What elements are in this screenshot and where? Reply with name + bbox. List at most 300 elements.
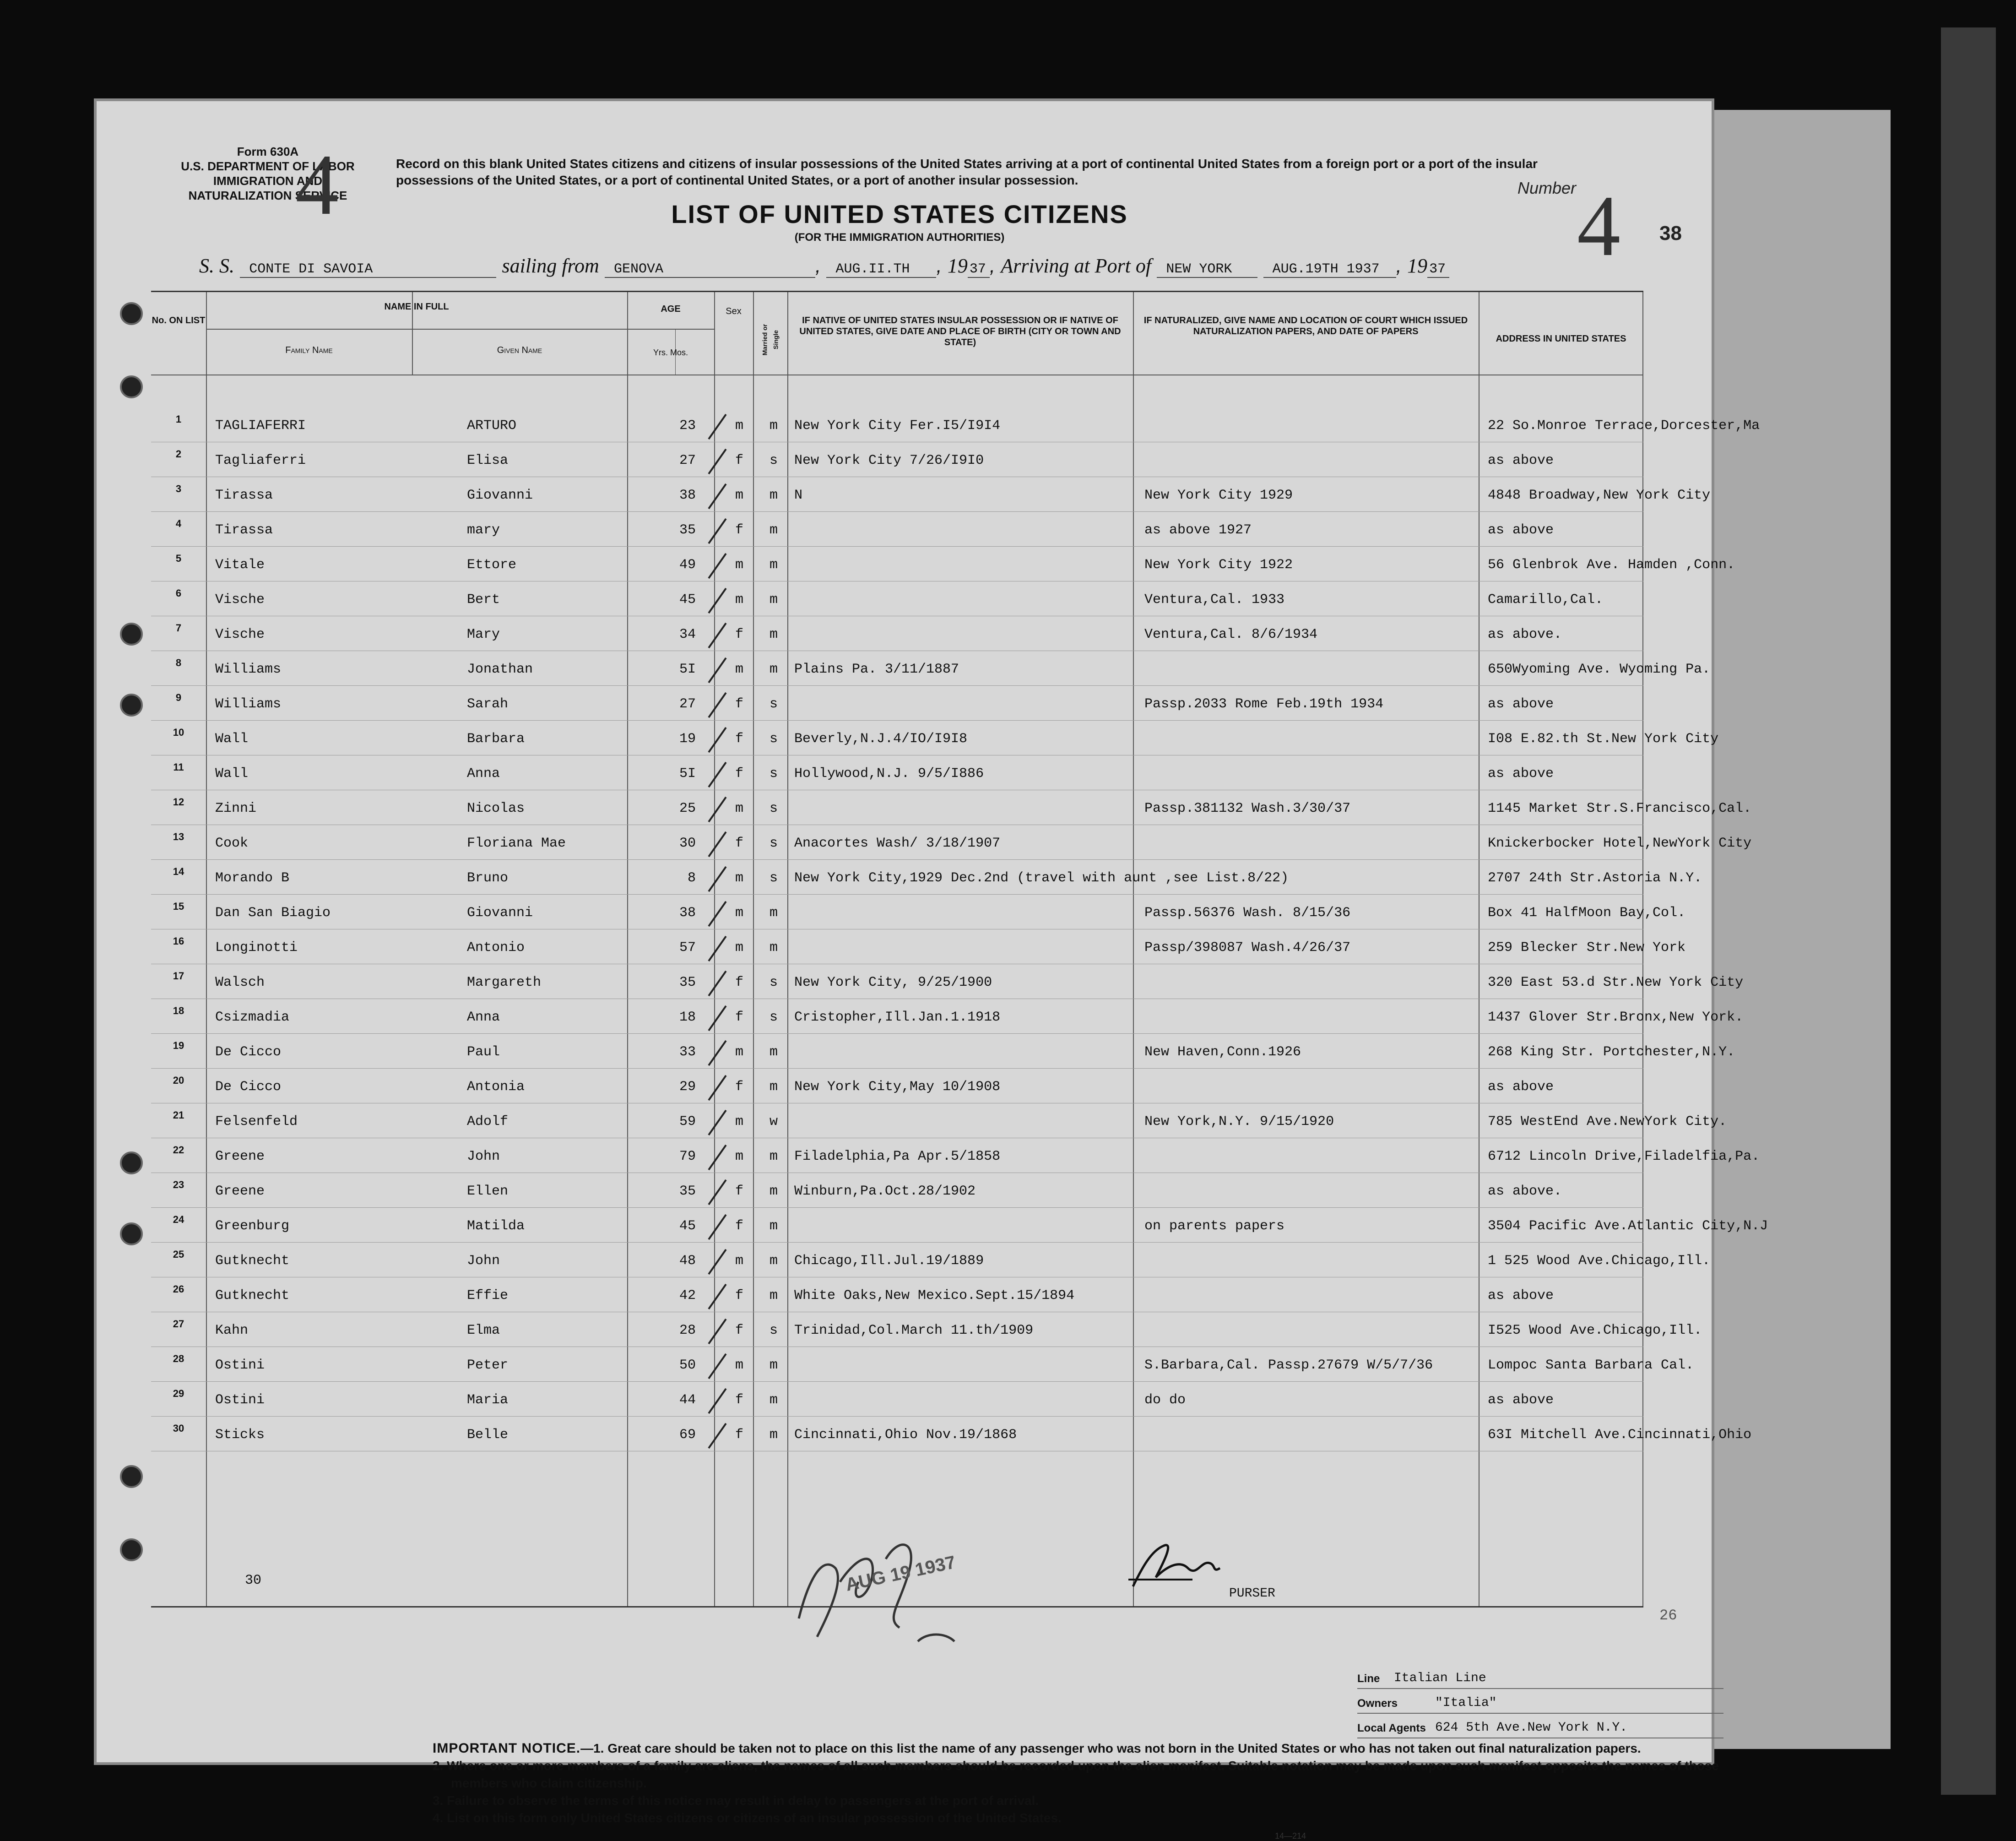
ship-name: CONTE DI SAVOIA [240, 261, 496, 278]
naturalization-info: New Haven,Conn.1926 [1144, 1044, 1301, 1060]
given-name: Elisa [467, 453, 509, 468]
table-row [151, 896, 1686, 931]
port-to: NEW YORK [1157, 261, 1257, 278]
birth-info: Beverly,N.J.4/IO/I9I8 [794, 731, 968, 747]
row-number: 14 [173, 866, 184, 877]
marital-status: m [769, 1392, 778, 1408]
sex: m [735, 1114, 743, 1130]
sex: f [735, 766, 743, 782]
given-name: Giovanni [467, 905, 533, 921]
marital-status: w [769, 1114, 778, 1130]
marital-status: m [769, 940, 778, 956]
department: U.S. DEPARTMENT OF LABOR [181, 159, 355, 173]
family-name: Longinotti [215, 940, 298, 956]
marital-status: s [769, 453, 778, 468]
family-name: Tirassa [215, 488, 273, 503]
given-name: Floriana Mae [467, 836, 566, 851]
naturalization-info: New York,N.Y. 9/15/1920 [1144, 1114, 1334, 1130]
row-number: 9 [175, 692, 182, 703]
birth-info: Cincinnati,Ohio Nov.19/1868 [794, 1427, 1017, 1443]
table-row [151, 1418, 1752, 1453]
row-number: 17 [173, 970, 184, 982]
table-row [151, 1140, 1760, 1174]
important-notice: IMPORTANT NOTICE.—1. Great care should be taken not to place on this list the name of any passenger who was not born in the United States or who has not taken out final naturalization papers. 2. Where one or more members of a family are aliens, the names of all such members should be recorded upon the alien manifest. Suitable notation may be made upon such manifest opposite the names of those members who claim citizenship. 3. Failure to observe the terms of this notice may result in delay to passengers at the port of arrival. 4. List on this form only United States citizens or citizens of an insular possession of the United States. [245, 1740, 1756, 1827]
given-name: Maria [467, 1392, 509, 1408]
us-address: 259 Blecker Str.New York [1488, 940, 1686, 956]
check-mark-icon [708, 971, 726, 996]
list-number-left: 4 [295, 137, 339, 233]
table-row [151, 792, 1752, 826]
check-mark-icon [708, 797, 726, 822]
row-number: 27 [173, 1318, 184, 1330]
check-mark-icon [708, 518, 726, 544]
row-number: 22 [173, 1144, 184, 1156]
age: 35 [679, 975, 696, 990]
sex: f [735, 975, 743, 990]
us-address: 1437 Glover Str.Bronx,New York. [1488, 1010, 1744, 1025]
sex: f [735, 836, 743, 851]
given-name: Matilda [467, 1218, 525, 1234]
row-number: 8 [175, 657, 182, 668]
age: 25 [679, 801, 696, 816]
check-mark-icon [708, 727, 726, 753]
table-row [151, 583, 1643, 618]
given-name: Bruno [467, 870, 509, 886]
inspector-signature [780, 1527, 973, 1664]
check-mark-icon [708, 1110, 726, 1135]
sex: f [735, 696, 743, 712]
table-row [151, 1000, 1744, 1035]
row-number: 29 [173, 1388, 184, 1399]
family-name: Vitale [215, 557, 265, 573]
marital-status: s [769, 696, 778, 712]
sex: f [735, 731, 743, 747]
binder-hole [120, 1538, 143, 1561]
family-name: Greene [215, 1149, 265, 1164]
table-body [151, 409, 1768, 1471]
age: 30 [679, 836, 696, 851]
record-instructions: Record on this blank United States citizens and citizens of insular possessions of the United States arriving at a port of continental United States from a foreign port or a port of the insular possessions of the United States, or a port of continental United States, or a port of another insular possession. [396, 157, 1538, 187]
age: 38 [679, 488, 696, 503]
us-address: 268 King Str. Portchester,N.Y. [1488, 1044, 1735, 1060]
birth-info: New York City 7/26/I9I0 [794, 453, 984, 468]
marital-status: m [769, 522, 778, 538]
given-name: Antonio [467, 940, 525, 956]
form-number: Form 630A [237, 145, 299, 158]
age: 38 [679, 905, 696, 921]
sex: m [735, 592, 743, 608]
notice-item-4: 4. List on this form only United States citizens or citizens of an insular possession of the United States. [433, 1811, 1062, 1825]
check-mark-icon [708, 692, 726, 718]
row-number: 4 [175, 518, 182, 529]
age: 29 [679, 1079, 696, 1095]
family-name: Ostini [215, 1392, 265, 1408]
row-number: 21 [173, 1109, 184, 1121]
check-mark-icon [708, 936, 726, 961]
birth-info: Hollywood,N.J. 9/5/I886 [794, 766, 984, 782]
age: 49 [679, 557, 696, 573]
table-row [151, 1035, 1735, 1070]
table-row [151, 1209, 1768, 1244]
arriving-label: Arriving at Port of [1001, 255, 1152, 277]
check-mark-icon [708, 657, 726, 683]
family-name: Greenburg [215, 1218, 290, 1234]
family-name: Wall [215, 731, 249, 747]
binder-hole [120, 1465, 143, 1488]
underlying-page [1712, 110, 1891, 1749]
us-address: as above [1488, 1392, 1554, 1408]
notice-item-3: 3. Failure to observe the terms of this notice may result in delay to passengers at the port of arrival. [433, 1793, 1039, 1808]
check-mark-icon [708, 1179, 726, 1205]
marital-status: s [769, 801, 778, 816]
given-name: Nicolas [467, 801, 525, 816]
us-address: 4848 Broadway,New York City [1488, 488, 1711, 503]
family-name: Williams [215, 662, 282, 677]
marital-status: m [769, 1149, 778, 1164]
marital-status: m [769, 488, 778, 503]
sex: f [735, 1392, 743, 1408]
family-name: Csizmadia [215, 1010, 290, 1025]
age: 35 [679, 1184, 696, 1199]
table-row [151, 931, 1686, 966]
us-address: Knickerbocker Hotel,NewYork City [1488, 836, 1752, 851]
family-name: Cook [215, 836, 249, 851]
check-mark-icon [708, 1319, 726, 1344]
page-number: 38 [1659, 222, 1682, 244]
binder-hole [120, 1222, 143, 1245]
row-number: 2 [175, 448, 182, 460]
check-mark-icon [708, 623, 726, 648]
us-address: as above. [1488, 627, 1562, 642]
date-from: AUG.II.TH [826, 261, 936, 278]
sex: f [735, 627, 743, 642]
check-mark-icon [708, 831, 726, 857]
us-address: as above [1488, 1288, 1554, 1303]
sex: m [735, 1253, 743, 1269]
us-address: Camarillo,Cal. [1488, 592, 1604, 608]
given-name: Anna [467, 1010, 500, 1025]
marital-status: s [769, 870, 778, 886]
sex: m [735, 557, 743, 573]
header-family: Family Name [285, 345, 333, 355]
age: 45 [679, 1218, 696, 1234]
us-address: as above [1488, 453, 1554, 468]
row-number: 24 [173, 1214, 184, 1225]
check-mark-icon [708, 588, 726, 614]
age: 48 [679, 1253, 696, 1269]
given-name: Effie [467, 1288, 509, 1303]
age: 23 [679, 418, 696, 434]
marital-status: m [769, 1288, 778, 1303]
us-address: 6712 Lincoln Drive,Filadelfia,Pa. [1488, 1149, 1760, 1164]
year-prefix-to: 19 [1407, 255, 1428, 277]
table-row [151, 478, 1711, 513]
birth-info: White Oaks,New Mexico.Sept.15/1894 [794, 1288, 1075, 1303]
age: 33 [679, 1044, 696, 1060]
sex: f [735, 1427, 743, 1443]
line-value: Italian Line [1394, 1671, 1486, 1685]
age: 28 [679, 1323, 696, 1338]
naturalization-info: Passp.381132 Wash.3/30/37 [1144, 801, 1351, 816]
date-to: AUG.19TH 1937 [1263, 261, 1396, 278]
naturalization-info: Passp.2033 Rome Feb.19th 1934 [1144, 696, 1384, 712]
marital-status: m [769, 557, 778, 573]
header-age: AGE [661, 304, 681, 314]
row-number: 25 [173, 1249, 184, 1260]
us-address: as above [1488, 766, 1554, 782]
row-number: 10 [173, 727, 184, 738]
naturalization-info: New York City 1922 [1144, 557, 1293, 573]
family-name: Dan San Biagio [215, 905, 331, 921]
binder-hole [120, 375, 143, 398]
birth-info: New York City, 9/25/1900 [794, 975, 992, 990]
age: 79 [679, 1149, 696, 1164]
table-row [151, 513, 1643, 548]
family-name: Greene [215, 1184, 265, 1199]
check-mark-icon [708, 1353, 726, 1379]
row-number: 5 [175, 553, 182, 564]
header-married: Married or Single [761, 324, 780, 356]
given-name: Jonathan [467, 662, 533, 677]
sex: m [735, 870, 743, 886]
age: 19 [679, 731, 696, 747]
check-mark-icon [708, 1145, 726, 1170]
passenger-table [151, 291, 1768, 1607]
manifest-page [94, 98, 1768, 1841]
binder-hole [120, 623, 143, 646]
us-address: I08 E.82.th St.New York City [1488, 731, 1719, 747]
sex: f [735, 1288, 743, 1303]
given-name: Antonia [467, 1079, 525, 1095]
row-number: 12 [173, 796, 184, 808]
owners-value: "Italia" [1435, 1696, 1497, 1710]
marital-status: m [769, 662, 778, 677]
sex: m [735, 1149, 743, 1164]
sex: f [735, 522, 743, 538]
us-address: I525 Wood Ave.Chicago,Ill. [1488, 1323, 1702, 1338]
row-number: 7 [175, 622, 182, 634]
marital-status: m [769, 418, 778, 434]
naturalization-info: Passp/398087 Wash.4/26/37 [1144, 940, 1351, 956]
marital-status: m [769, 627, 778, 642]
sex: m [735, 488, 743, 503]
birth-info: New York City,1929 Dec.2nd (travel with aunt ,see List.8/22) [794, 870, 1289, 886]
marital-status: m [769, 592, 778, 608]
binder-hole [120, 694, 143, 717]
marital-status: m [769, 1427, 778, 1443]
year-prefix-from: 19 [947, 255, 968, 277]
us-address: 785 WestEnd Ave.NewYork City. [1488, 1114, 1727, 1130]
family-name: Tirassa [215, 522, 273, 538]
check-mark-icon [708, 1040, 726, 1066]
check-mark-icon [708, 1249, 726, 1275]
table-row [151, 722, 1719, 757]
form-code: 14—214 [1275, 1831, 1306, 1841]
sex: f [735, 1218, 743, 1234]
purser-label: PURSER [1229, 1586, 1275, 1601]
row-number: 15 [173, 901, 184, 912]
given-name: John [467, 1253, 500, 1269]
header-name: NAME IN FULL [384, 302, 449, 312]
given-name: Elma [467, 1323, 500, 1338]
year-from: 37 [968, 261, 990, 278]
sex: m [735, 801, 743, 816]
marital-status: s [769, 731, 778, 747]
sailing-label: sailing from [502, 255, 599, 277]
table-row [151, 1070, 1643, 1105]
table-row [151, 757, 1643, 792]
birth-info: Winburn,Pa.Oct.28/1902 [794, 1184, 976, 1199]
year-to: 37 [1427, 261, 1449, 278]
table-row [151, 1314, 1702, 1348]
age: 45 [679, 592, 696, 608]
table-row [151, 1383, 1643, 1418]
marital-status: m [769, 905, 778, 921]
marital-status: s [769, 975, 778, 990]
voyage-line: S. S. CONTE DI SAVOIA sailing from GENOVA , AUG.II.TH , 19 37 , Arriving at Port of NEW YORK AUG.19TH 1937 , 19 37 [199, 254, 1449, 278]
family-name: Williams [215, 696, 282, 712]
family-name: Morando B [215, 870, 290, 886]
given-name: Bert [467, 592, 500, 608]
family-name: Vische [215, 627, 265, 642]
age: 50 [679, 1358, 696, 1373]
sex: m [735, 1044, 743, 1060]
us-address: 320 East 53.d Str.New York City [1488, 975, 1744, 990]
given-name: Barbara [467, 731, 525, 747]
family-name: Sticks [215, 1427, 265, 1443]
row-number: 19 [173, 1040, 184, 1051]
table-row [151, 687, 1643, 722]
given-name: Paul [467, 1044, 500, 1060]
sex: f [735, 453, 743, 468]
row-number: 13 [173, 831, 184, 842]
birth-info: Chicago,Ill.Jul.19/1889 [794, 1253, 984, 1269]
given-name: Sarah [467, 696, 509, 712]
row-number: 28 [173, 1353, 184, 1364]
family-name: Gutknecht [215, 1253, 290, 1269]
sex: f [735, 1010, 743, 1025]
us-address: 22 So.Monroe Terrace,Dorcester,Ma [1488, 418, 1760, 434]
shipping-line-block [1357, 1664, 1723, 1738]
us-address: 2707 24th Str.Astoria N.Y. [1488, 870, 1702, 886]
sex: m [735, 905, 743, 921]
naturalization-info: as above 1927 [1144, 522, 1252, 538]
age: 5I [679, 662, 696, 677]
table-row [151, 861, 1702, 896]
header-address: ADDRESS IN UNITED STATES [1496, 334, 1626, 344]
table-row [151, 1244, 1711, 1279]
sex: m [735, 418, 743, 434]
birth-info: New York City,May 10/1908 [794, 1079, 1001, 1095]
us-address: 63I Mitchell Ave.Cincinnati,Ohio [1488, 1427, 1752, 1443]
given-name: Anna [467, 766, 500, 782]
row-number: 30 [173, 1423, 184, 1434]
marital-status: m [769, 1358, 778, 1373]
table-row [151, 826, 1752, 861]
check-mark-icon [708, 1214, 726, 1240]
sex: f [735, 1184, 743, 1199]
naturalization-info: on parents papers [1144, 1218, 1285, 1234]
family-name: Wall [215, 766, 249, 782]
agents-label: Local Agents [1357, 1722, 1426, 1734]
table-row [151, 1105, 1727, 1140]
check-mark-icon [708, 483, 726, 509]
table-row [151, 1348, 1694, 1383]
birth-info: N [794, 488, 803, 503]
naturalization-info: Ventura,Cal. 8/6/1934 [1144, 627, 1318, 642]
us-address: as above [1488, 696, 1554, 712]
marital-status: s [769, 1010, 778, 1025]
given-name: Margareth [467, 975, 542, 990]
row-number: 11 [173, 761, 184, 773]
given-name: Mary [467, 627, 500, 642]
birth-info: New York City Fer.I5/I9I4 [794, 418, 1001, 434]
us-address: as above [1488, 1079, 1554, 1095]
sex: f [735, 1079, 743, 1095]
family-name: De Cicco [215, 1079, 282, 1095]
given-name: John [467, 1149, 500, 1164]
header-naturalized: IF NATURALIZED, GIVE NAME AND LOCATION OF COURT WHICH ISSUED NATURALIZATION PAPERS, AND DATE OF PAPERS [1143, 315, 1468, 337]
age: 59 [679, 1114, 696, 1130]
agents-value: 624 5th Ave.New York N.Y. [1435, 1721, 1628, 1735]
check-mark-icon [708, 762, 726, 787]
family-name: Gutknecht [215, 1288, 290, 1303]
book-spine [1941, 27, 1996, 1795]
agency-line2: NATURALIZATION SERVICE [188, 189, 347, 202]
list-number-right: 4 [1577, 178, 1620, 274]
binder-hole [120, 302, 143, 325]
table-row [151, 444, 1643, 478]
check-mark-icon [708, 1388, 726, 1414]
sex: m [735, 662, 743, 677]
family-name: TAGLIAFERRI [215, 418, 306, 434]
number-label: Number [1517, 179, 1577, 197]
age: 57 [679, 940, 696, 956]
age: 35 [679, 522, 696, 538]
marital-status: s [769, 836, 778, 851]
row-number: 26 [173, 1283, 184, 1295]
given-name: Giovanni [467, 488, 533, 503]
check-mark-icon [708, 901, 726, 927]
notice-item-1: 1. Great care should be taken not to place on this list the name of any passenger who was not born in the United States or who has not taken out final naturalization papers. [593, 1741, 1641, 1755]
naturalization-info: Passp.56376 Wash. 8/15/36 [1144, 905, 1351, 921]
table-row [151, 409, 1760, 444]
marital-status: m [769, 1218, 778, 1234]
naturalization-info: New York City 1929 [1144, 488, 1293, 503]
us-address: Lompoc Santa Barbara Cal. [1488, 1358, 1694, 1373]
check-mark-icon [708, 1075, 726, 1101]
family-name: Ostini [215, 1358, 265, 1373]
ss-label: S. S. [199, 255, 234, 277]
line-label: Line [1357, 1673, 1380, 1685]
naturalization-info: S.Barbara,Cal. Passp.27679 W/5/7/36 [1144, 1358, 1433, 1373]
family-name: Kahn [215, 1323, 249, 1338]
row-number: 18 [173, 1005, 184, 1016]
check-mark-icon [708, 553, 726, 579]
naturalization-info: Ventura,Cal. 1933 [1144, 592, 1285, 608]
check-mark-icon [708, 1005, 726, 1031]
family-name: Zinni [215, 801, 257, 816]
birth-info: Plains Pa. 3/11/1887 [794, 662, 959, 677]
us-address: 1 525 Wood Ave.Chicago,Ill. [1488, 1253, 1711, 1269]
port-from: GENOVA [605, 261, 815, 278]
header-yrs-mos: Yrs. Mos. [653, 348, 688, 357]
family-name: Felsenfeld [215, 1114, 298, 1130]
notice-head: IMPORTANT NOTICE. [433, 1741, 581, 1756]
age: 5I [679, 766, 696, 782]
us-address: 3504 Pacific Ave.Atlantic City,N.J [1488, 1218, 1768, 1234]
age: 27 [679, 696, 696, 712]
